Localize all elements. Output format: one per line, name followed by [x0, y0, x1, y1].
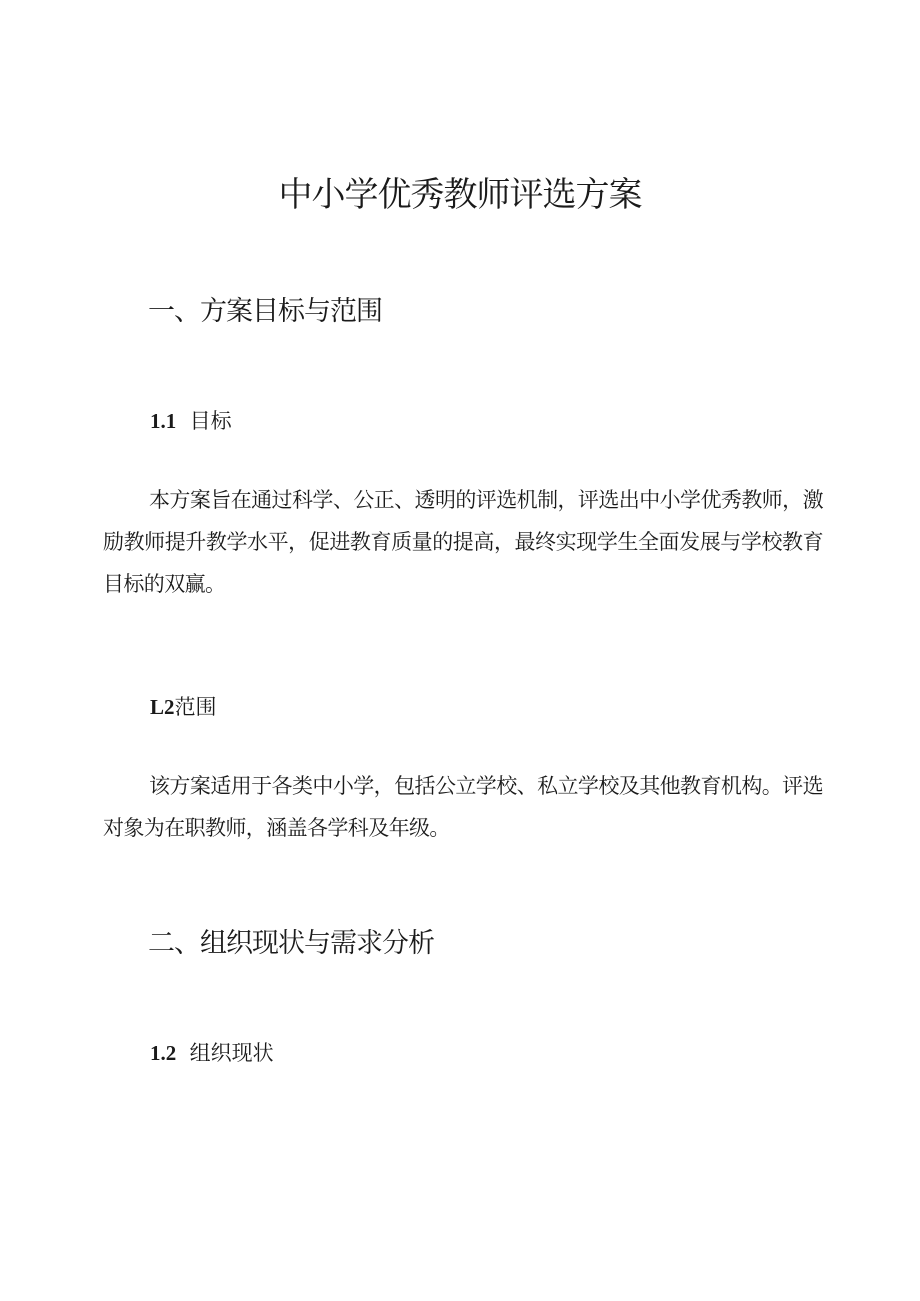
- subsection-2-1-heading: [150, 1038, 274, 1068]
- subsection-1-1-heading: [150, 406, 232, 436]
- section-1-heading: 一、方案目标与范围: [148, 296, 382, 327]
- subsection-1-1-label: 目标: [189, 409, 232, 433]
- subsection-1-2-heading: [150, 692, 217, 722]
- document-title: 中小学优秀教师评选方案: [278, 175, 642, 215]
- subsection-1-2-number: L2: [150, 695, 175, 719]
- subsection-1-2-label: 范围: [174, 695, 217, 719]
- subsection-1-2-paragraph: 该方案适用于各类中小学，包括公立学校、私立学校及其他教育机构。评选对象为在职教师，涵盖各学科及年级。: [103, 774, 823, 840]
- subsection-1-1-paragraph: 本方案旨在通过科学、公正、透明的评选机制，评选出中小学优秀教师，激励教师提升教学水平，促进教育质量的提高，最终实现学生全面发展与学校教育目标的双赢。: [103, 488, 823, 596]
- section-2-heading: 二、组织现状与需求分析: [148, 928, 434, 959]
- subsection-2-1-number: 1.2: [150, 1041, 177, 1065]
- subsection-2-1-label: 组织现状: [189, 1041, 274, 1065]
- subsection-1-1-number: 1.1: [150, 409, 177, 433]
